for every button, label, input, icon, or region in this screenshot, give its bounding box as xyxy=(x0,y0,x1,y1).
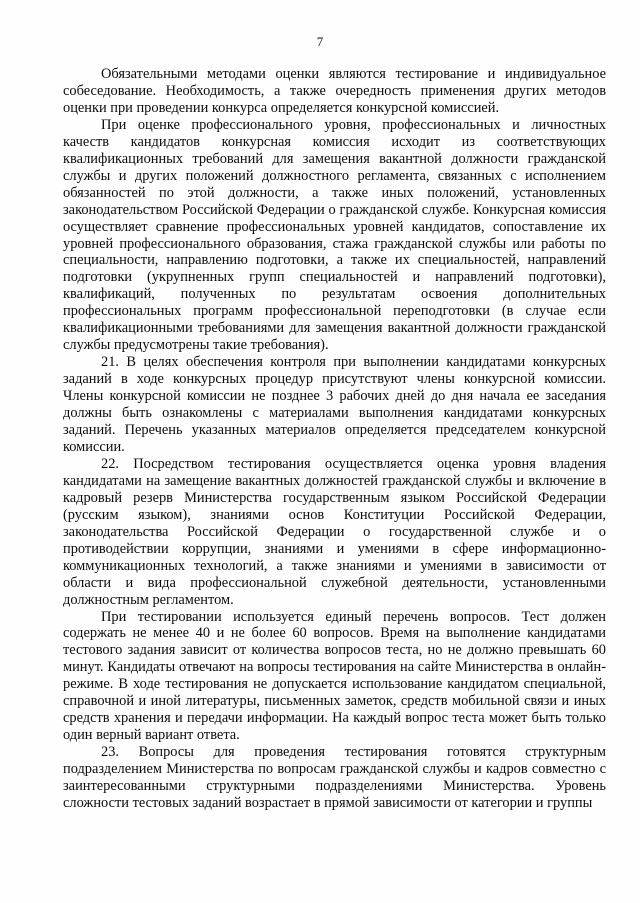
paragraph-21-commission-control: 21. В целях обеспечения контроля при выполнении кандидатами конкурсных заданий в ходе конкурсных процедур присутствуют члены конкурсной комиссии. Члены конкурсной комиссии не позднее 3 рабочих дней до дня начала ее заседания должны быть ознакомлены с материалами выполнения кандидатами конкурсных заданий. Перечень указанных материалов определяется председателем конкурсной комиссии. xyxy=(63,354,606,455)
paragraph-testing-rules: При тестировании используется единый перечень вопросов. Тест должен содержать не менее 40 и не более 60 вопросов. Время на выполнение кандидатами тестового задания зависит от количества вопросов теста, но не должно превышать 60 минут. Кандидаты отвечают на вопросы тестирования на сайте Министерства в онлайн-режиме. В ходе тестирования не допускается использование кандидатом специальной, справочной и иной литературы, письменных заметок, средств мобильной связи и иных средств хранения и передачи информации. На каждый вопрос теста может быть только один верный вариант ответа. xyxy=(63,608,606,744)
page-number: 7 xyxy=(316,34,324,49)
paragraph-evaluation-methods: Обязательными методами оценки являются тестирование и индивидуальное собеседование. Необходимость, а также очередность применения других методов оценки при проведении конкурса определяется конкурсной комиссией. xyxy=(63,66,606,116)
document-body xyxy=(63,66,606,812)
paragraph-22-testing-scope: 22. Посредством тестирования осуществляется оценка уровня владения кандидатами на замещение вакантных должностей гражданской службы и включение в кадровый резерв Министерства государственным языком Российской Федерации (русским языком), знаниями основ Конституции Российской Федерации, законодательства Российской Федерации о государственной службе и о противодействии коррупции, знаниями и умениями в сфере информационно-коммуникационных технологий, а также знаниями и умениями в зависимости от области и вида профессиональной служебной деятельности, установленными должностным регламентом. xyxy=(63,455,606,608)
paragraph-23-test-questions: 23. Вопросы для проведения тестирования готовятся структурным подразделением Министерства по вопросам гражданской службы и кадров совместно с заинтересованными структурными подразделениями Министерства. Уровень сложности тестовых заданий возрастает в прямой зависимости от категории и группы xyxy=(63,744,606,811)
paragraph-professional-level-assessment: При оценке профессионального уровня, профессиональных и личностных качеств кандидатов конкурсная комиссия исходит из соответствующих квалификационных требований для замещения вакантной должности гражданской службы и других положений должностного регламента, связанных с исполнением обязанностей по этой должности, а также иных положений, установленных законодательством Российской Федерации о гражданской службе. Конкурсная комиссия осуществляет сравнение профессиональных уровней кандидатов, сопоставление их уровней профессионального образования, стажа гражданской службы или работы по специальности, направлению подготовки, а также их специальностей, направлений подготовки (укрупненных групп специальностей и направлений подготовки), квалификаций, полученных по результатам освоения дополнительных профессиональных программ профессиональной переподготовки (в случае если квалификационными требованиями для замещения вакантной должности гражданской службы предусмотрены такие требования). xyxy=(63,116,606,354)
